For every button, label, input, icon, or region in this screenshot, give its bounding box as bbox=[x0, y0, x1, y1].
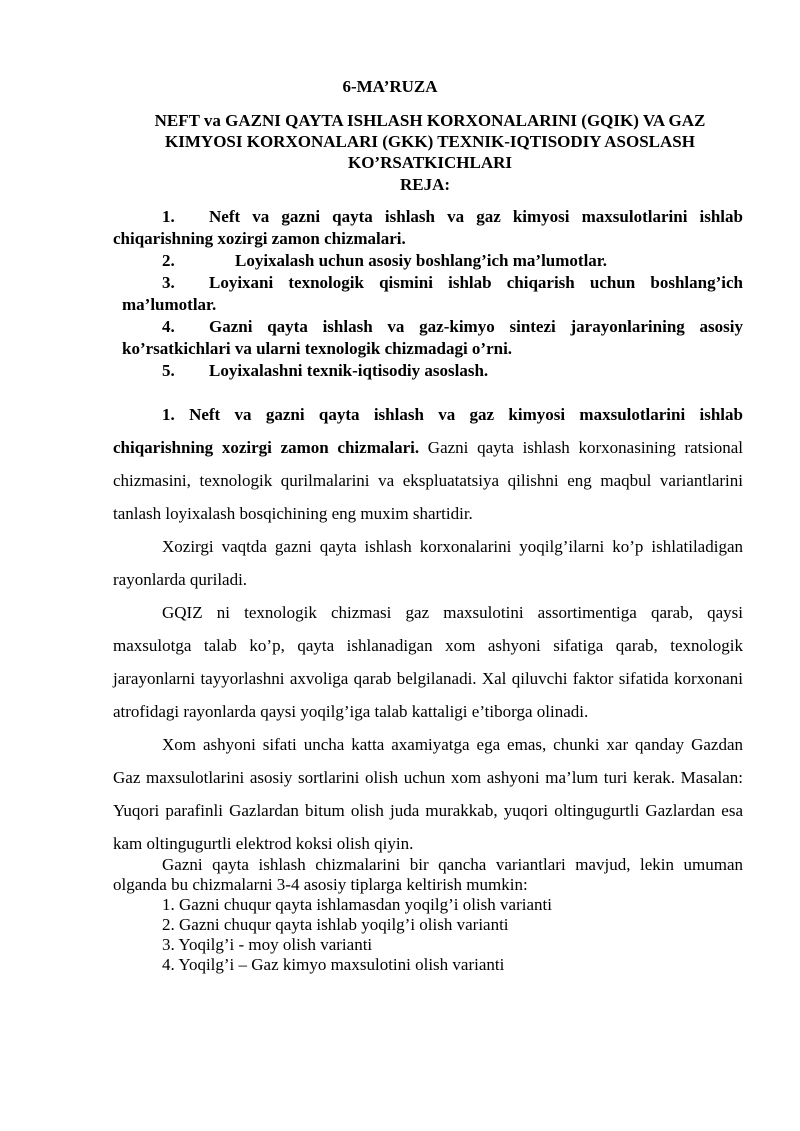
variant-item: 2. Gazni chuqur qayta ishlab yoqilg’i olish varianti bbox=[162, 915, 509, 934]
variants-intro: Gazni qayta ishlash chizmalarini bir qancha variantlari mavjud, lekin umuman olganda bu chizmalarni 3-4 asosiy tiplarga keltirish mumkin: bbox=[113, 855, 743, 894]
plan-label: REJA: bbox=[399, 175, 451, 194]
document-heading bbox=[112, 110, 748, 173]
plan-item-text: Neft va gazni qayta ishlash va gaz kimyosi maxsulotlarini ishlab chiqarishning xozirgi zamon chizmalari. bbox=[113, 207, 743, 248]
section-intro: Gazni qayta ishlash korxonasining ratsional chizmasini, texnologik qurilmalarini va ekspluatatsiya qilishni eng maqbul variantlarini tanlash loyixalash bosqichining eng muxim shartidir. bbox=[113, 438, 743, 523]
plan-item-number: 5. bbox=[162, 361, 175, 380]
plan-item bbox=[113, 316, 743, 360]
plan-item-number: 1. bbox=[162, 207, 175, 226]
variants-block bbox=[113, 855, 743, 975]
plan-list bbox=[113, 206, 743, 382]
plan-item-text: Loyixani texnologik qismini ishlab chiqarish uchun boshlang’ich ma’lumotlar. bbox=[122, 273, 743, 314]
plan-item bbox=[113, 250, 743, 272]
variant-item: 4. Yoqilg’i – Gaz kimyo maxsulotini olish varianti bbox=[162, 955, 505, 974]
body-paragraph: Xozirgi vaqtda gazni qayta ishlash korxonalarini yoqilg’ilarni ko’p ishlatiladigan rayonlarda quriladi. bbox=[113, 537, 743, 589]
section-body bbox=[113, 398, 743, 860]
plan-item-text: Loyixalash uchun asosiy boshlang’ich ma’lumotlar. bbox=[235, 251, 608, 270]
lecture-title: 6-MA’RUZA bbox=[342, 77, 438, 96]
section-intro-paragraph bbox=[113, 398, 743, 530]
heading-line: NEFT va GAZNI QAYTA ISHLASH KORXONALARINI (GQIK) VA GAZ bbox=[154, 111, 706, 130]
body-paragraph: Xom ashyoni sifati uncha katta axamiyatga ega emas, chunki xar qanday Gazdan Gaz maxsulotlarini asosiy sortlarini olish uchun xom ashyoni ma’lum turi kerak. Masalan: Yuqori parafinli Gazlardan bitum olish juda murakkab, yuqori oltingugurtli Gazlardan esa kam oltingugurtli elektrod koksi olish qiyin. bbox=[113, 735, 743, 853]
plan-item-number: 2. bbox=[162, 251, 175, 270]
plan-item-number: 4. bbox=[162, 317, 175, 336]
variant-item: 3. Yoqilg’i - moy olish varianti bbox=[162, 935, 373, 954]
plan-item-text: Loyixalashni texnik-iqtisodiy asoslash. bbox=[209, 361, 489, 380]
body-paragraph: GQIZ ni texnologik chizmasi gaz maxsulotini assortimentiga qarab, qaysi maxsulotga talab ko’p, qayta ishlanadigan xom ashyoni sifatiga qarab, texnologik jarayonlarni tayyorlashni axvoliga qarab belgilanadi. Xal qiluvchi faktor sifatida korxonani atrofidagi rayonlarda qaysi yoqilg’iga talab kattaligi e’tiborga olinadi. bbox=[113, 603, 743, 721]
heading-line: KO’RSATKICHLARI bbox=[347, 153, 513, 172]
section-heading: 1. Neft va gazni qayta ishlash va gaz kimyosi maxsulotlarini ishlab chiqarishning xozirgi zamon chizmalari. bbox=[113, 405, 743, 457]
plan-item-text: Gazni qayta ishlash va gaz-kimyo sintezi jarayonlarining asosiy ko’rsatkichlari va ularni texnologik chizmadagi o’rni. bbox=[122, 317, 743, 358]
heading-line: KIMYOSI KORXONALARI (GKK) TEXNIK-IQTISODIY ASOSLASH bbox=[165, 132, 695, 151]
plan-item-number: 3. bbox=[162, 273, 175, 292]
plan-item bbox=[113, 272, 743, 316]
plan-item bbox=[113, 360, 743, 382]
plan-item bbox=[113, 206, 743, 250]
variant-item: 1. Gazni chuqur qayta ishlamasdan yoqilg’i olish varianti bbox=[162, 895, 552, 914]
